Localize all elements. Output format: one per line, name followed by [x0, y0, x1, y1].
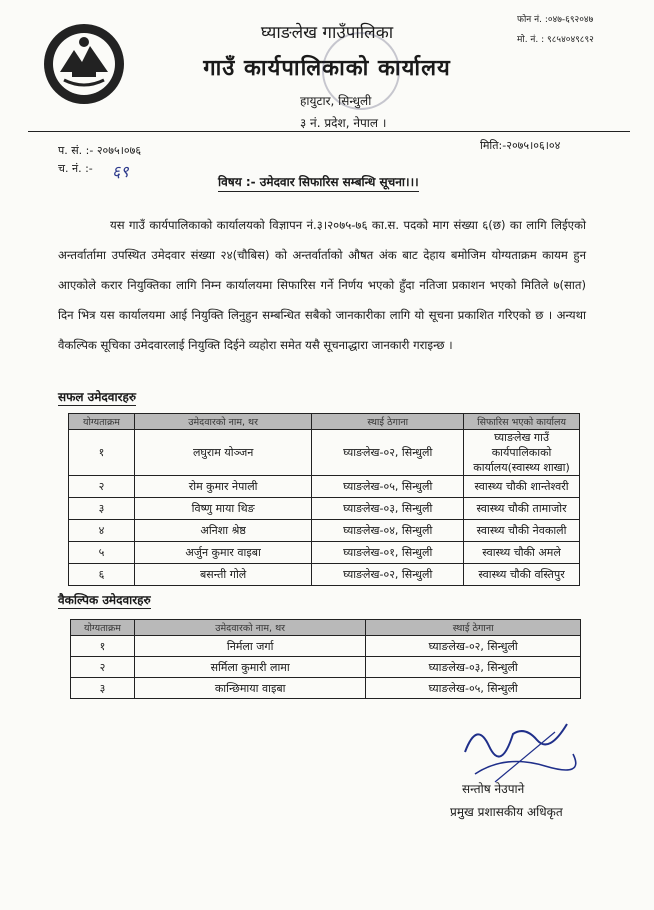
table-row: [69, 430, 580, 476]
address-cell: घ्याङलेख-०५, सिन्धुली: [312, 476, 464, 498]
address-cell: घ्याङलेख-०२, सिन्धुली: [366, 636, 581, 657]
address-cell: घ्याङलेख-०२, सिन्धुली: [312, 430, 464, 476]
office-cell: घ्याङलेख गाउँ कार्यपालिकाको कार्यालय(स्वास्थ्य शाखा): [464, 430, 580, 476]
mobile-number: मो. नं. : ९८५४०४९८९२: [517, 35, 594, 45]
phone-number: फोन नं. :०४७-६९२०४७: [517, 15, 594, 25]
successful-candidates-table: [68, 413, 580, 586]
table-row: [69, 520, 580, 542]
rank-cell: २: [71, 657, 135, 678]
dispatch-label: च. नं. :-: [58, 162, 93, 175]
rank-cell: ४: [69, 520, 135, 542]
rank-cell: ५: [69, 542, 135, 564]
subject-line: विषय :- उमेदवार सिफारिस सम्बन्धि सूचना।।।: [218, 173, 419, 192]
signatory-name: सन्तोष नेउपाने: [462, 782, 525, 796]
name-cell: रोम कुमार नेपाली: [134, 476, 312, 498]
col-rank: योग्यताक्रम: [71, 620, 135, 636]
address-cell: घ्याङलेख-०४, सिन्धुली: [312, 520, 464, 542]
header-divider: [28, 131, 630, 132]
table-row: [71, 636, 581, 657]
col-name: उमेदवारको नाम, थर: [134, 620, 365, 636]
col-name: उमेदवारको नाम, थर: [134, 414, 312, 430]
office-cell: स्वास्थ्य चौकी तामाजोर: [464, 498, 580, 520]
table-row: [69, 564, 580, 586]
office-name: घ्याङलेख गाउँपालिका: [260, 23, 394, 43]
table-row: [69, 542, 580, 564]
address-cell: घ्याङलेख-०२, सिन्धुली: [312, 564, 464, 586]
table-row: [69, 498, 580, 520]
letter-date: मिति:-२०७५।०६।०४: [480, 139, 561, 152]
col-rank: योग्यताक्रम: [69, 414, 135, 430]
name-cell: निर्मला जर्गा: [134, 636, 365, 657]
name-cell: अनिशा श्रेष्ठ: [134, 520, 312, 542]
letter-reference: प. सं. :- २०७५।०७६: [58, 144, 142, 157]
address-cell: घ्याङलेख-०१, सिन्धुली: [312, 542, 464, 564]
notice-body: यस गाउँ कार्यपालिकाको कार्यालयको विज्ञापन नं.३।२०७५-७६ का.स. पदको माग संख्या ६(छ) का लागि लिईएको अन्तर्वार्तामा उपस्थित उमेदवार संख्या २४(चौबिस) को अन्तर्वार्ताको औषत अंक बाट देहाय बमोजिम योग्यताक्रम कायम हुन आएकोले करार नियुक्तिका लागि निम्न कार्यालयमा सिफारिस गर्ने निर्णय भएको हुँदा नतिजा प्रकाशन भएको मितिले ७(सात) दिन भित्र यस कार्यालयमा आई नियुक्ति लिनुहुन सम्बन्धित सबैको जानकारीका लागि यो सूचना प्रकाशित गरिएको छ । अन्यथा वैकल्पिक सूचिका उमेदवारलाई नियुक्ति दिईने व्यहोरा समेत यसै सूचनाद्धारा जानकारी गराइन्छ ।: [58, 218, 586, 352]
signatory-title: प्रमुख प्रशासकीय अधिकृत: [450, 805, 563, 819]
office-cell: स्वास्थ्य चौकी शान्तेश्वरी: [464, 476, 580, 498]
office-cell: स्वास्थ्य चौकी वस्तिपुर: [464, 564, 580, 586]
alternate-candidates-heading: वैकल्पिक उमेदवारहरु: [58, 593, 151, 607]
table-header-row: [71, 620, 581, 636]
office-cell: स्वास्थ्य चौकी नेवकाली: [464, 520, 580, 542]
province-line: ३ नं. प्रदेश, नेपाल ।: [300, 116, 387, 130]
col-address: स्थाई ठेगाना: [366, 620, 581, 636]
office-title: गाउँ कार्यपालिकाको कार्यालय: [203, 56, 451, 81]
office-cell: स्वास्थ्य चौकी अमले: [464, 542, 580, 564]
address-cell: घ्याङलेख-०३, सिन्धुली: [312, 498, 464, 520]
col-address: स्थाई ठेगाना: [312, 414, 464, 430]
name-cell: बसन्ती गोले: [134, 564, 312, 586]
name-cell: कान्छिमाया वाइबा: [134, 678, 365, 699]
name-cell: लघुराम योञ्जन: [134, 430, 312, 476]
rank-cell: २: [69, 476, 135, 498]
col-office: सिफारिस भएको कार्यालय: [464, 414, 580, 430]
table-row: [71, 657, 581, 678]
rank-cell: १: [69, 430, 135, 476]
address-cell: घ्याङलेख-०३, सिन्धुली: [366, 657, 581, 678]
successful-candidates-heading: सफल उमेदवारहरु: [58, 390, 137, 404]
rank-cell: ६: [69, 564, 135, 586]
address-line: हायुटार, सिन्धुली: [300, 94, 372, 108]
address-cell: घ्याङलेख-०५, सिन्धुली: [366, 678, 581, 699]
alternate-candidates-table: [70, 619, 581, 699]
table-row: [69, 476, 580, 498]
name-cell: अर्जुन कुमार वाइबा: [134, 542, 312, 564]
dispatch-number: ६९: [112, 162, 129, 181]
table-header-row: [69, 414, 580, 430]
rank-cell: ३: [69, 498, 135, 520]
rank-cell: ३: [71, 678, 135, 699]
name-cell: विष्णु माया थिङ: [134, 498, 312, 520]
table-row: [71, 678, 581, 699]
name-cell: सर्मिला कुमारी लामा: [134, 657, 365, 678]
rank-cell: १: [71, 636, 135, 657]
